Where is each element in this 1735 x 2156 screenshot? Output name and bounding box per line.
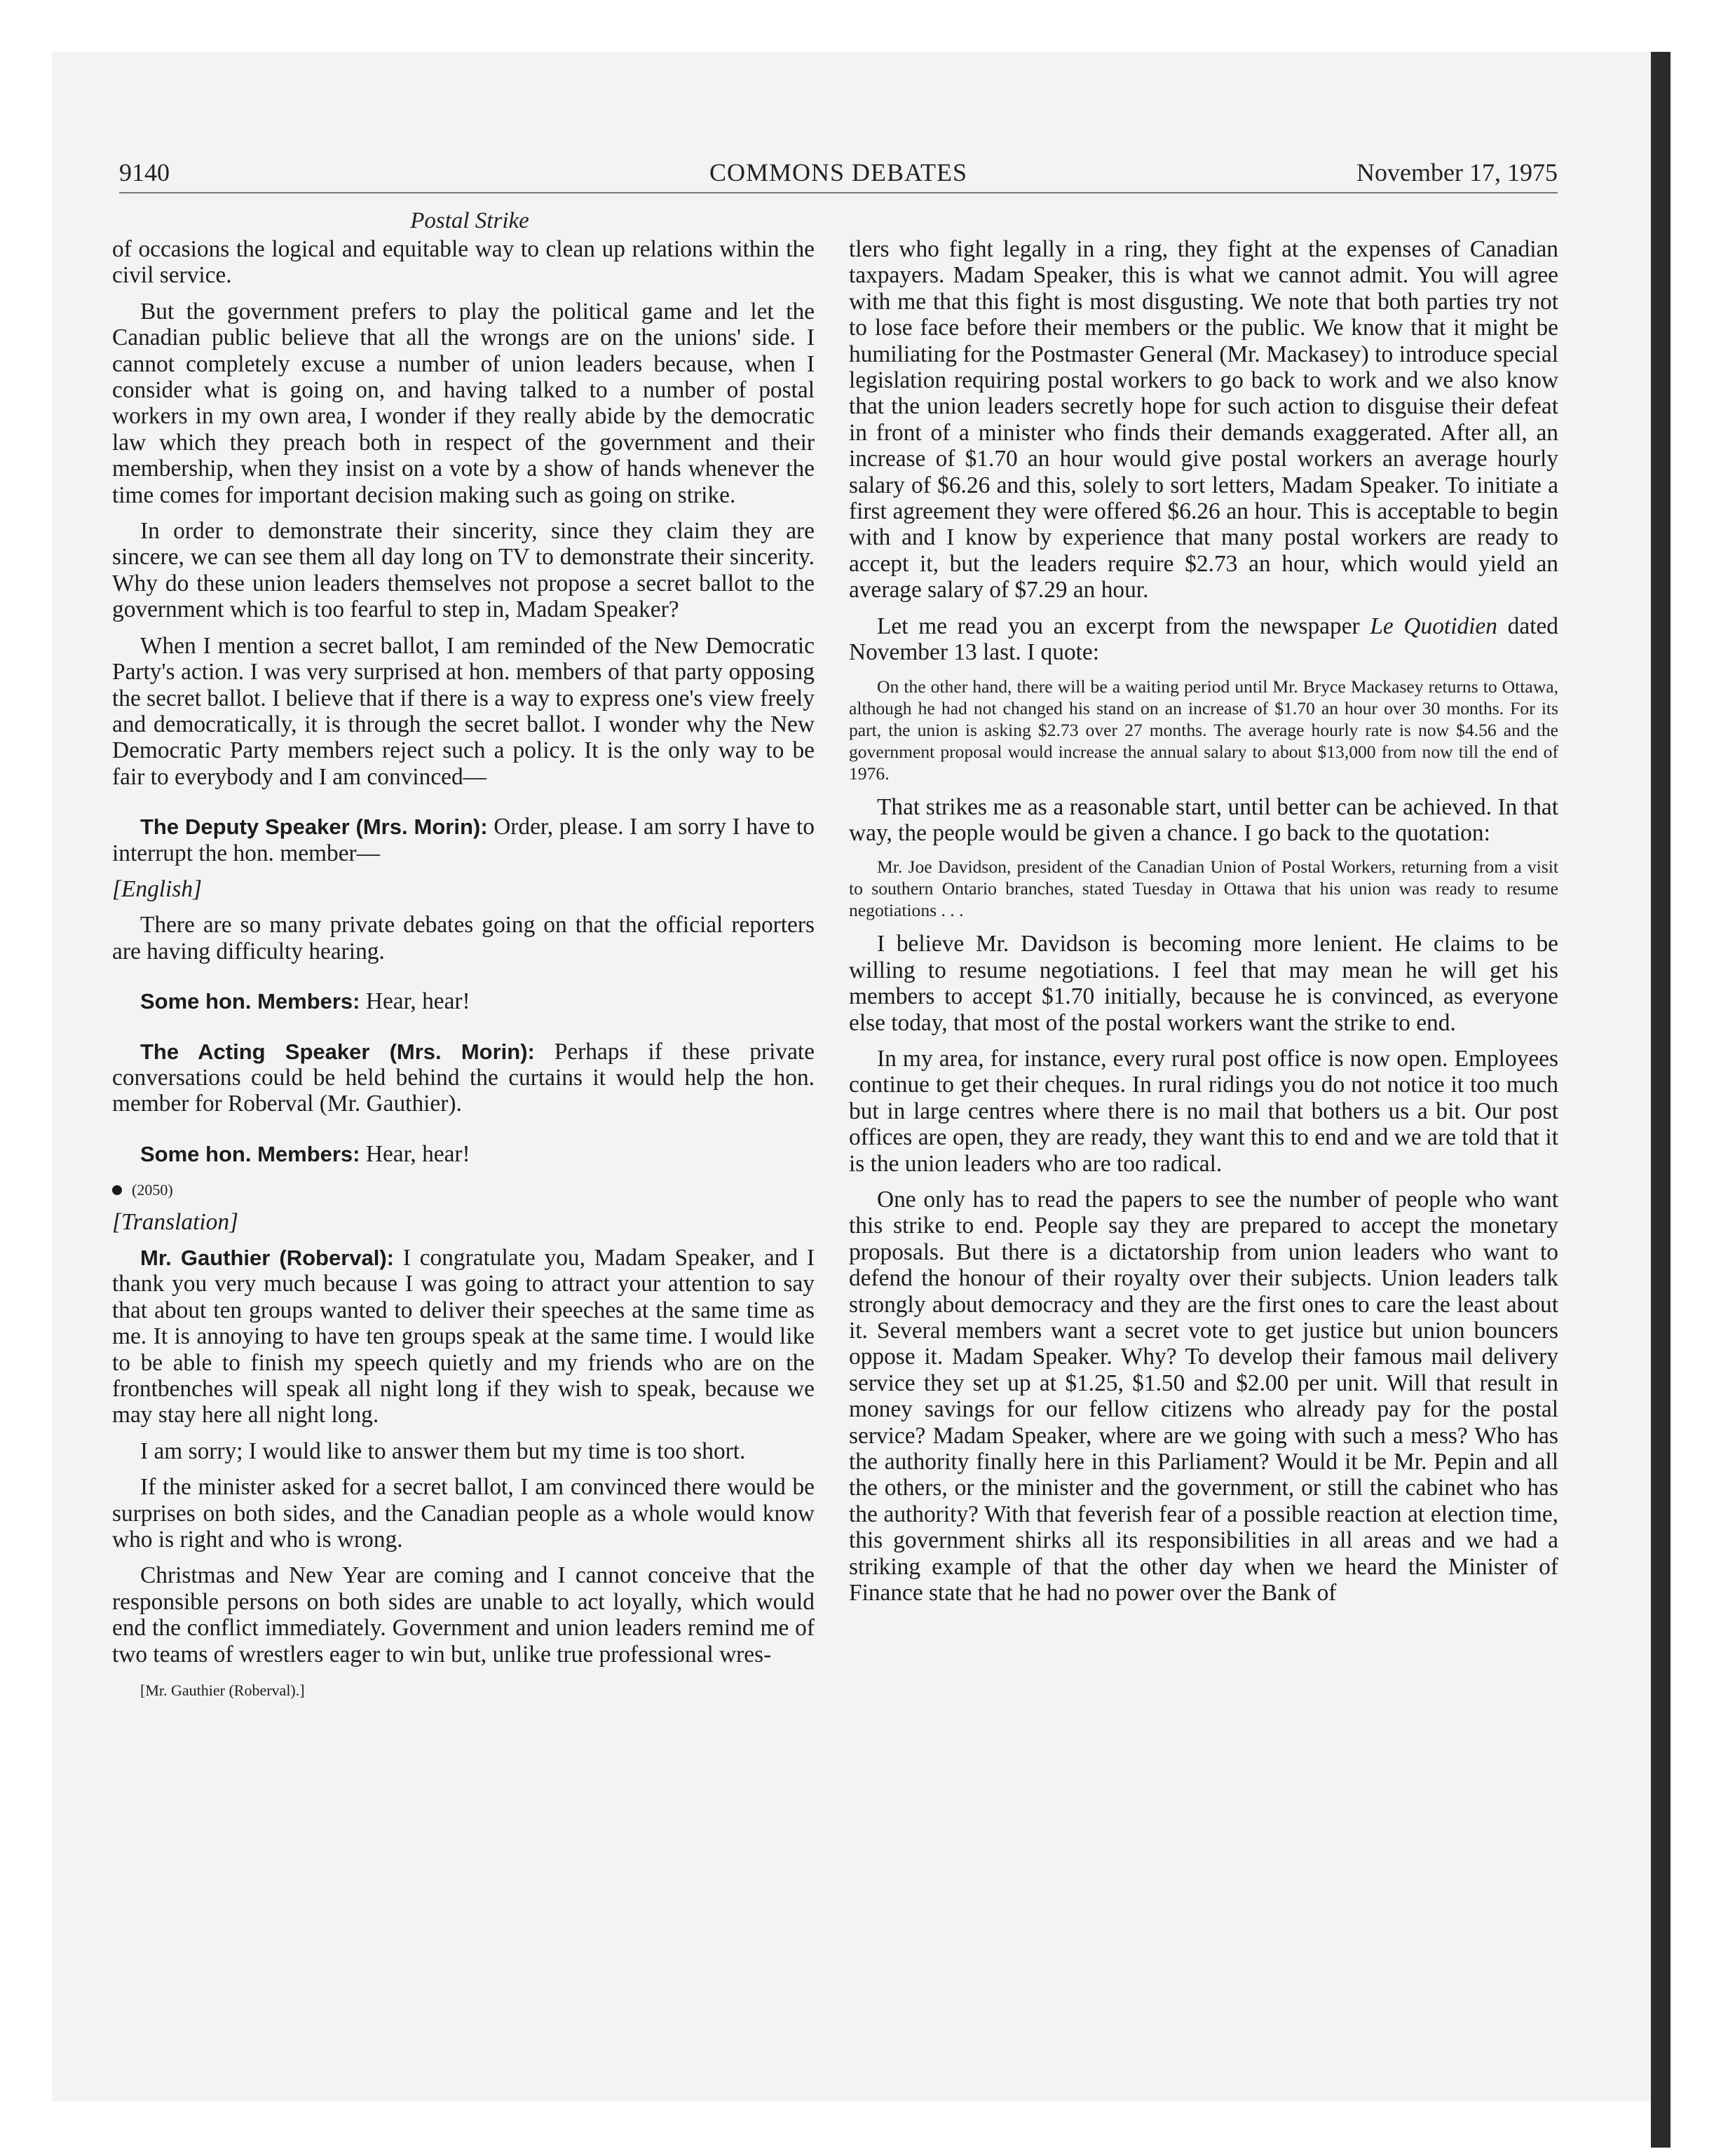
paragraph: Christmas and New Year are coming and I cannot conceive that the responsible persons on both sides are unable to act loyally, which would end the conflict immediately. Government and union leaders remind me of two teams of wrestlers eager to win but, unlike true professional wres- (112, 1562, 815, 1667)
language-tag: [Translation] (112, 1208, 239, 1235)
paragraph: There are so many private debates going on that the official reporters are having difficulty hearing. (112, 912, 815, 964)
speech-text: Hear, hear! (365, 988, 470, 1015)
paragraph: I am sorry; I would like to answer them but my time is too short. (140, 1438, 746, 1464)
paragraph: In order to demonstrate their sincerity, since they claim they are sincere, we can see them all day long on TV to demonstrate their sincerity. Why do these union leaders themselves not propose a secret ballot to the government which is too fearful to step in, Madam Speaker? (112, 518, 815, 623)
speaker-name: Mr. Gauthier (Roberval): (140, 1246, 394, 1270)
paragraph: of occasions the logical and equitable way to clean up relations within the civil service. (112, 236, 815, 289)
publication-title: COMMONS DEBATES (709, 158, 968, 186)
speaker-name: Some hon. Members: (140, 989, 360, 1014)
speech (112, 814, 815, 866)
language-tag: [English] (112, 875, 203, 902)
speech (112, 988, 815, 1014)
issue-date: November 17, 1975 (1356, 158, 1558, 186)
page-number: 9140 (119, 158, 170, 186)
paragraph: In my area, for instance, every rural post office is now open. Employees continue to get their cheques. In rural ridings you do not notice it too much but in large centres where there is no mail that bothers us a bit. Our post offices are open, they are ready, they want this to end and we are told that it is the union leaders who are too radical. (849, 1045, 1558, 1177)
header-rule (119, 192, 1558, 193)
scan-edge (1651, 52, 1671, 2148)
speaker-name: Some hon. Members: (140, 1141, 360, 1166)
running-head: Postal Strike (410, 208, 529, 233)
speaker-footnote: [Mr. Gauthier (Roberval).] (140, 1681, 305, 1700)
speech-text: Perhaps if these private conversations could be held behind the curtains it would help the hon. member for Roberval (Mr. Gauthier). (112, 1038, 815, 1117)
quotation: On the other hand, there will be a waiting period until Mr. Bryce Mackasey returns to Ottawa, although he had not changed his stand on an increase of $1.70 an hour over 30 months. For its part, the union is asking $2.73 over 27 months. The average hourly rate is now $4.56 and the government proposal would increase the annual salary to about $13,000 from now till the end of 1976. (849, 676, 1558, 784)
text-run: Let me read you an excerpt from the newspaper (877, 613, 1370, 639)
quotation: Mr. Joe Davidson, president of the Canadian Union of Postal Workers, returning from a visit to southern Ontario branches, stated Tuesday in Ottawa that his union was ready to resume negotiations . . . (849, 857, 1558, 921)
speech-text: Hear, hear! (365, 1140, 470, 1167)
speech (112, 1141, 815, 1167)
paragraph (849, 613, 1558, 666)
speech (112, 1245, 815, 1428)
left-column (112, 236, 815, 1714)
time-marker (112, 1177, 815, 1203)
paragraph: That strikes me as a reasonable start, until better can be achieved. In that way, the people would be given a chance. I go back to the quotation: (849, 793, 1558, 846)
paragraph: But the government prefers to play the political game and let the Canadian public believe that all the wrongs are on the unions' side. I cannot completely excuse a number of union leaders because, when I consider what is going on, and having talked to a number of postal workers in my own area, I wonder if they really abide by the democratic law which they preach both in respect of the government and their membership, when they insist on a vote by a show of hands whenever the time comes for important decision making such as going on strike. (112, 298, 815, 508)
paragraph: One only has to read the papers to see the number of people who want this strike to end. People say they are prepared to accept the monetary proposals. But there is a dictatorship from union leaders who want to defend the honour of their royalty over their subjects. Union leaders talk strongly about democracy and they are the first ones to care the least about it. Several members want a secret vote to get justice but union bouncers oppose it. Madam Speaker. Why? To develop their famous mail delivery service they set up at $1.25, $1.50 and $2.00 per unit. Will that result in money savings for our fellow citizens who already pay for the postal service? Madam Speaker, where are we going with such a mess? Who has the authority finally here in this Parliament? Would it be Mr. Pepin and all the others, or the minister and the government, or still the cabinet who has the authority? With that feverish fear of a possible reaction at election time, this government shirks all its responsibilities in all areas and we had a striking example of that the other day when we heard the Minister of Finance state that he had no power over the Bank of (849, 1186, 1558, 1606)
newspaper-name: Le Quotidien (1370, 613, 1497, 639)
paragraph: I believe Mr. Davidson is becoming more lenient. He claims to be willing to resume negotiations. I feel that may mean he will get his members to accept $1.70 initially, because he is convinced, as everyone else today, that most of the postal workers want the strike to end. (849, 931, 1558, 1036)
page-header (119, 158, 1558, 194)
speaker-name: The Deputy Speaker (Mrs. Morin): (140, 814, 488, 840)
speaker-name: The Acting Speaker (Mrs. Morin): (140, 1039, 535, 1064)
paragraph: If the minister asked for a secret ballot, I am convinced there would be surprises on both sides, and the Canadian people as a whole would know who is right and who is wrong. (112, 1474, 815, 1553)
timestamp: (2050) (132, 1181, 173, 1199)
text-run: dated November 13 last. I quote: (849, 613, 1558, 666)
speech-text: Order, please. I am sorry I have to interrupt the hon. member— (112, 814, 815, 866)
right-column (849, 236, 1558, 1616)
speech-text: I congratulate you, Madam Speaker, and I thank you very much because I was going to attract your attention to say that about ten groups wanted to deliver their speeches at the same time as me. It is annoying to have ten groups speak at the same time. I would like to be able to finish my speech quietly and my friends who are on the frontbenches will speak all night long if they wish to speak, because we may stay here all night long. (112, 1245, 815, 1428)
speech (112, 1039, 815, 1117)
bullet-icon (112, 1185, 122, 1195)
paragraph: When I mention a secret ballot, I am reminded of the New Democratic Party's action. I was very surprised at hon. members of that party opposing the secret ballot. I believe that if there is a way to express one's view freely and democratically, it is through the secret ballot. I wonder why the New Democratic Party members reject such a policy. It is the only way to be fair to everybody and I am convinced— (112, 632, 815, 790)
paragraph: tlers who fight legally in a ring, they fight at the expenses of Canadian taxpayers. Madam Speaker, this is what we cannot admit. You will agree with me that this fight is most disgusting. We note that both parties try not to lose face before their members or the public. We know that it might be humiliating for the Postmaster General (Mr. Mackasey) to introduce special legislation requiring postal workers to go back to work and we also know that the union leaders secretly hope for such action to disguise their defeat in front of a minister who finds their demands exaggerated. After all, an increase of $1.70 an hour would give postal workers an average hourly salary of $6.26 and this, solely to sort letters, Madam Speaker. To initiate a first agreement they were offered $6.26 an hour. This is acceptable to begin with and I know by experience that many postal workers are ready to accept it, but the leaders require $2.73 an hour, which would yield an average salary of $7.29 an hour. (849, 236, 1558, 603)
